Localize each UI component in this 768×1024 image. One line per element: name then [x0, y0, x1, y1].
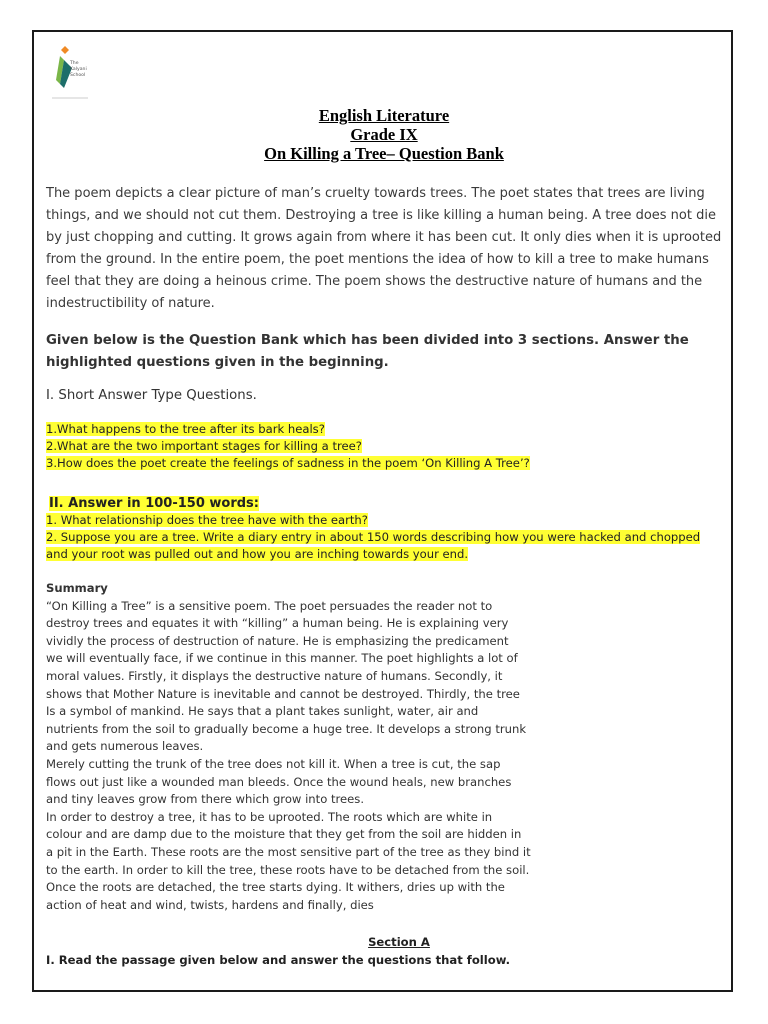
summary-line: colour and are damp due to the moisture that they get from the soil are hidden in: [46, 827, 522, 842]
summary-line: and gets numerous leaves.: [46, 739, 204, 754]
summary-line: shows that Mother Nature is inevitable and cannot be destroyed. Thirdly, the tree: [46, 686, 520, 701]
section2-block: [46, 495, 722, 563]
document-title-block: [0, 106, 768, 163]
logo-mark-icon: [50, 44, 120, 102]
summary-heading: Summary: [46, 581, 108, 595]
section1-question-list: [46, 421, 726, 472]
section-a-title: Section A: [368, 935, 430, 949]
logo-line-3: School: [70, 73, 86, 78]
summary-block: [46, 580, 536, 914]
grade-title: Grade IX: [350, 125, 418, 144]
subject-title: English Literature: [318, 106, 450, 125]
section1-question: 3.How does the poet create the feelings of sadness in the poem ‘On Killing A Tree’?: [46, 456, 530, 470]
section1-question: 2.What are the two important stages for killing a tree?: [46, 439, 362, 453]
summary-line: a pit in the Earth. These roots are the most sensitive part of the tree as they bind it: [46, 844, 531, 859]
summary-line: flows out just like a wounded man bleeds. Once the wound heals, new branches: [46, 774, 512, 789]
summary-line: In order to destroy a tree, it has to be uprooted. The roots which are white in: [46, 809, 493, 824]
logo-line-2: Kalyani: [70, 67, 87, 72]
school-logo: [50, 44, 120, 102]
section2-heading: II. Answer in 100-150 words:: [49, 496, 259, 511]
summary-line: vividly the process of destruction of nature. He is emphasizing the predicament: [46, 633, 509, 648]
section1-heading: I. Short Answer Type Questions.: [46, 388, 257, 403]
summary-line: Once the roots are detached, the tree starts dying. It withers, dries up with the: [46, 880, 505, 895]
summary-line: action of heat and wind, twists, hardens and finally, dies: [46, 897, 374, 912]
summary-line: we will eventually face, if we continue in this manner. The poet highlights a lot of: [46, 651, 518, 666]
summary-line: and tiny leaves grow from there which grow into trees.: [46, 792, 365, 807]
summary-line: Is a symbol of mankind. He says that a plant takes sunlight, water, air and: [46, 704, 479, 719]
summary-line: destroy trees and equates it with “killing” a human being. He is explaining very: [46, 616, 509, 631]
logo-line-1: The: [70, 61, 79, 66]
section2-question: 1. What relationship does the tree have with the earth?: [46, 513, 368, 527]
summary-line: “On Killing a Tree” is a sensitive poem. The poet persuades the reader not to: [46, 598, 493, 613]
summary-line: Merely cutting the trunk of the tree does not kill it. When a tree is cut, the sap: [46, 756, 501, 771]
instructions-paragraph: Given below is the Question Bank which has been divided into 3 sections. Answer the highlighted questions given in the beginning.: [46, 333, 689, 370]
section2-question: 2. Suppose you are a tree. Write a diary entry in about 150 words describing how you were hacked and chopped and your root was pulled out and how you are inching towards your end.: [46, 530, 701, 561]
section-a-instruction: I. Read the passage given below and answer the questions that follow.: [46, 953, 511, 967]
topic-title: On Killing a Tree– Question Bank: [264, 144, 504, 163]
intro-paragraph: The poem depicts a clear picture of man’s cruelty towards trees. The poet states that trees are living things, and we should not cut them. Destroying a tree is like killing a human being. A tree does not die by just chopping and cutting. It grows again from where it has been cut. It only dies when it is uprooted from the ground. In the entire poem, the poet mentions the idea of how to kill a tree to make humans feel that they are doing a heinous crime. The poem shows the destructive nature of humans and the indestructibility of nature.: [46, 186, 722, 311]
summary-line: nutrients from the soil to gradually become a huge tree. It develops a strong trunk: [46, 721, 527, 736]
summary-line: to the earth. In order to kill the tree, these roots have to be detached from the soil.: [46, 862, 530, 877]
section1-question: 1.What happens to the tree after its bark heals?: [46, 422, 325, 436]
summary-line: moral values. Firstly, it displays the destructive nature of humans. Secondly, it: [46, 668, 503, 683]
